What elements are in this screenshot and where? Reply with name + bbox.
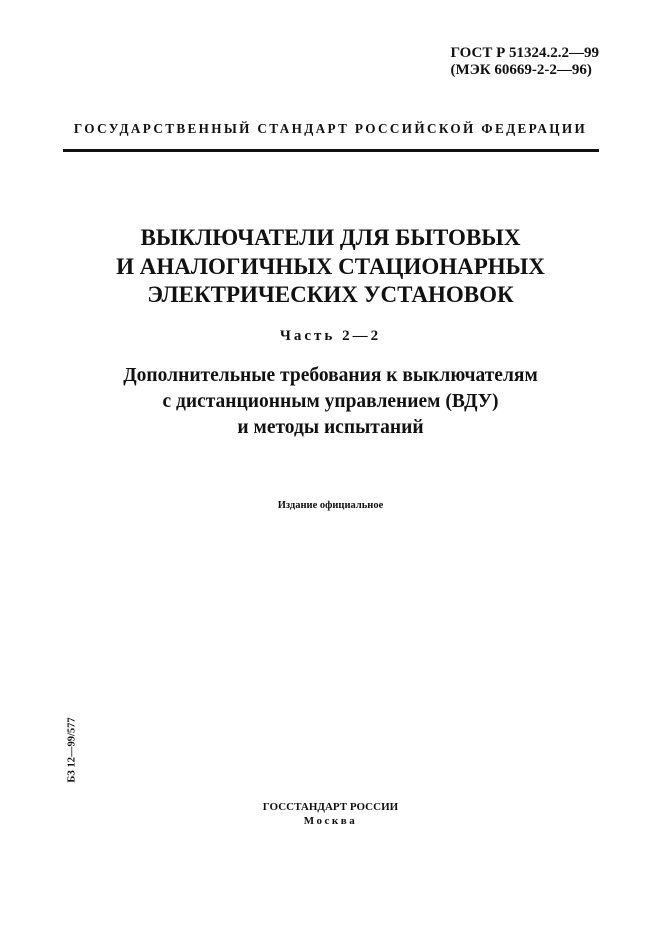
publisher-city: Москва — [303, 815, 358, 827]
part-number: Часть 2—2 — [279, 328, 382, 344]
edition-label: Издание официальное — [277, 500, 384, 511]
publisher-name: ГОССТАНДАРТ РОССИИ — [262, 801, 399, 813]
side-code: БЗ 12—99/577 — [66, 717, 78, 783]
title-line: И АНАЛОГИЧНЫХ СТАЦИОНАРНЫХ — [116, 253, 545, 279]
standard-codes — [450, 45, 599, 79]
authority-heading: ГОСУДАРСТВЕННЫЙ СТАНДАРТ РОССИЙСКОЙ ФЕДЕРАЦИИ — [73, 121, 588, 136]
gost-code: ГОСТ Р 51324.2.2—99 — [450, 45, 599, 61]
publisher-block — [0, 800, 661, 828]
subtitle-line: с дистанционным управлением (ВДУ) — [162, 391, 499, 412]
title-line: ЭЛЕКТРИЧЕСКИХ УСТАНОВОК — [147, 282, 514, 307]
iec-code: (МЭК 60669-2-2—96) — [450, 62, 592, 78]
subtitle-line: и методы испытаний — [237, 417, 424, 438]
subtitle-line: Дополнительные требования к выключателям — [123, 365, 538, 386]
document-subtitle — [0, 363, 661, 441]
header-divider — [63, 149, 599, 152]
title-line: ВЫКЛЮЧАТЕЛИ ДЛЯ БЫТОВЫХ — [140, 225, 521, 250]
document-title — [0, 224, 661, 310]
